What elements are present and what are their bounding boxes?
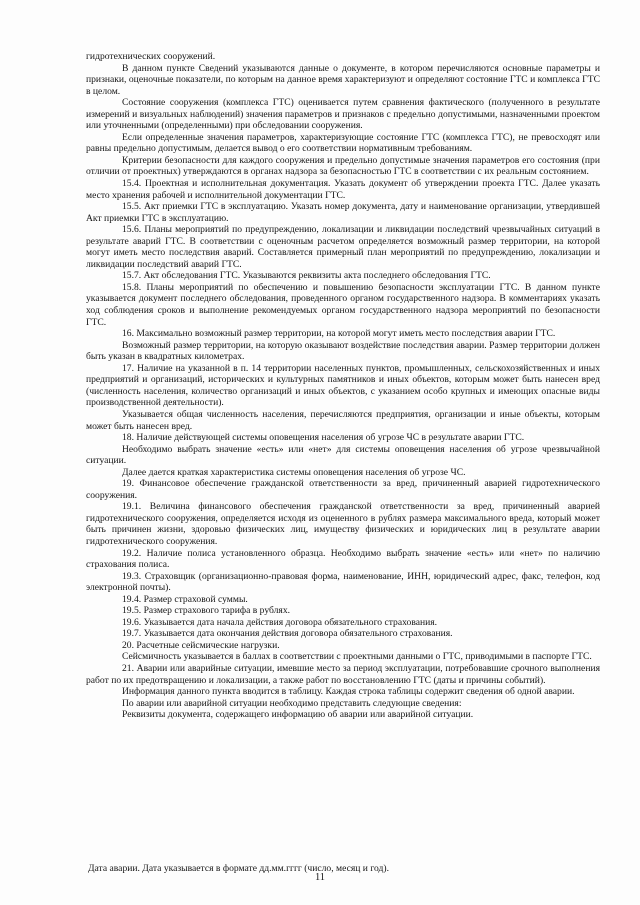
paragraph: По аварии или аварийной ситуации необходимо представить следующие сведения: <box>122 697 462 709</box>
paragraph: 15.5. Акт приемки ГТС в эксплуатацию. Указать номер документа, дату и наименование организации, утвердившей Акт приемки ГТС в эксплуатацию. <box>86 201 600 224</box>
paragraph: 19.6. Указывается дата начала действия договора обязательного страхования. <box>122 616 438 628</box>
paragraph: 15.8. Планы мероприятий по обеспечению и повышению безопасности эксплуатации ГТС. В данном пункте указывается документ последнего обследования, проведенного органом государственного надзора. В комментариях указать ход соблюдения сроков и выполнение рекомендуемых органом государственного надзора мероприятий по безопасности ГТС. <box>86 281 600 328</box>
paragraph: 15.4. Проектная и исполнительная документация. Указать документ об утверждении проекта ГТС. Далее указать место хранения рабочей и исполнительной документации ГТС. <box>86 178 600 201</box>
paragraph: 19. Финансовое обеспечение гражданской ответственности за вред, причиненный аварией гидротехнического сооружения. <box>86 478 600 501</box>
paragraph: гидротехнических сооружений. <box>86 51 216 62</box>
paragraph: 19.7. Указывается дата окончания действия договора обязательного страхования. <box>122 628 453 640</box>
paragraph: 21. Аварии или аварийные ситуации, имевшие место за период эксплуатации, потребовавшие срочного выполнения работ по их предотвращению и локализации, а также работ по восстановлению ГТС (даты и причины событий). <box>86 662 600 686</box>
paragraph: Сейсмичность указывается в баллах в соответствии с проектными данными о ГТС, приводимыми в паспорте ГТС. <box>122 651 592 663</box>
paragraph: 19.1. Величина финансового обеспечения гражданской ответственности за вред, причиненный аварией гидротехнического сооружения, определяется исходя из оцененного в рублях размера максимального вреда, который может быть причинен жизни, здоровью физических лиц, имуществу физических и юридических лиц в результате аварии гидротехнического сооружения. <box>86 501 600 547</box>
paragraph: В данном пункте Сведений указываются данные о документе, в котором перечисляются основные параметры и признаки, оценочные показатели, по которым на данное время характеризуют и определяют состояние ГТС и комплекса ГТС в целом. <box>86 62 600 97</box>
paragraph: 15.6. Планы мероприятий по предупреждению, локализации и ликвидации последствий чрезвычайных ситуаций в результате аварий ГТС. В соответствии с оценочным расчетом определяется возможный размер территории, на которой могут иметь место последствия аварий. Составляется примерный план мероприятий по предупреждению, локализации и ликвидации последствий аварий ГТС. <box>86 224 600 270</box>
paragraph: 15.7. Акт обследования ГТС. Указываются реквизиты акта последнего обследования ГТС. <box>122 270 491 282</box>
accident-date-line: Дата аварии. Дата указывается в формате дд.мм.гггг (число, месяц и год). <box>88 862 390 874</box>
paragraph: Информация данного пункта вводится в таблицу. Каждая строка таблицы содержит сведения об одной аварии. <box>122 686 575 698</box>
paragraph: 19.2. Наличие полиса установленного образца. Необходимо выбрать значение «есть» или «нет» по наличию страхования полиса. <box>86 547 600 571</box>
paragraph: 16. Максимально возможный размер территории, на которой могут иметь место последствия аварии ГТС. <box>122 328 556 340</box>
paragraph: Если определенные значения параметров, характеризующие состояние ГТС (комплекса ГТС), не превосходят или равны предельно допустимым, делается вывод о его соответствии нормативным требованиям. <box>86 131 600 155</box>
paragraph: 18. Наличие действующей системы оповещения населения об угрозе ЧС в результате аварии ГТС. <box>122 432 525 444</box>
paragraph: Далее дается краткая характеристика системы оповещения населения об угрозе ЧС. <box>122 466 466 478</box>
paragraph: 19.4. Размер страховой суммы. <box>122 593 248 605</box>
paragraph: 17. Наличие на указанной в п. 14 территории населенных пунктов, промышленных, сельскохозяйственных и иных предприятий и организаций, исторических и культурных памятников и иных объектов, которым может быть нанесен вред (численность населения, количество организаций и иных объектов, с указанием особо крупных и имеющих опасные виды производственной деятельности). <box>86 362 600 409</box>
page-number: 11 <box>314 872 326 883</box>
paragraph: Указывается общая численность населения, перечисляются предприятия, организации и иные объекты, которым может быть нанесен вред. <box>86 408 600 432</box>
paragraph: 19.5. Размер страхового тарифа в рублях. <box>122 605 291 617</box>
paragraph: Критерии безопасности для каждого сооружения и предельно допустимые значения параметров его состояния (при отличии от проектных) утверждаются в органах надзора за безопасностью ГТС в соответствии с их реальным состоянием. <box>86 154 600 178</box>
paragraph: 19.3. Страховщик (организационно-правовая форма, наименование, ИНН, юридический адрес, факс, телефон, код электронной почты). <box>86 570 600 594</box>
paragraph: Необходимо выбрать значение «есть» или «нет» для системы оповещения населения об угрозе чрезвычайной ситуации. <box>86 443 600 467</box>
document-body <box>86 51 600 721</box>
paragraph: Реквизиты документа, содержащего информацию об аварии или аварийной ситуации. <box>122 709 474 721</box>
paragraph: Возможный размер территории, на которую оказывают воздействие последствия аварии. Размер территории должен быть указан в квадратных километрах. <box>86 339 600 363</box>
paragraph: Состояние сооружения (комплекса ГТС) оценивается путем сравнения фактического (полученного в результате измерений и визуальных наблюдений) значения параметров и признаков с предельно допустимыми, назначенными проектом или уточненными (определенными) при обследовании сооружения. <box>86 97 600 132</box>
paragraph: 20. Расчетные сейсмические нагрузки. <box>122 639 280 651</box>
